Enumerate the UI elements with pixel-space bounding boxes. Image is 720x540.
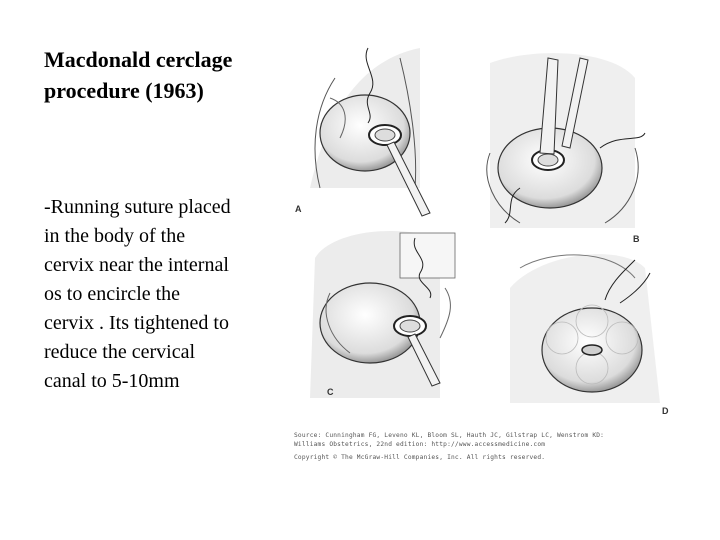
panel-label-d: D xyxy=(662,406,669,416)
panel-c-drawing xyxy=(310,231,455,398)
cerclage-illustration xyxy=(290,38,690,468)
body-line: reduce the cervical xyxy=(44,341,196,363)
copyright-notice: Copyright © The McGraw-Hill Companies, Inc. All rights reserved. xyxy=(294,454,546,461)
body-line: cervix . Its tightened to xyxy=(44,312,229,334)
title-line: Macdonald cerclage xyxy=(44,47,233,72)
cerclage-drawing xyxy=(290,38,690,428)
body-line: os to encircle the xyxy=(44,283,181,305)
panel-label-b: B xyxy=(633,234,640,244)
source-line: Williams Obstetrics, 22nd edition: http://www.accessmedicine.com xyxy=(294,440,546,448)
source-line: Source: Cunningham FG, Leveno KL, Bloom SL, Hauth JC, Gilstrap LC, Wenstrom KD: xyxy=(294,432,605,439)
panel-a-drawing xyxy=(310,48,430,216)
panel-label-c: C xyxy=(327,387,334,397)
panel-label-a: A xyxy=(295,204,302,214)
slide-body-text xyxy=(44,193,284,396)
slide-title xyxy=(44,44,294,106)
panel-d-drawing xyxy=(510,254,660,403)
figure-source-credit xyxy=(294,432,674,463)
panel-b-drawing xyxy=(487,53,645,228)
title-line: procedure (1963) xyxy=(44,78,204,103)
body-line: in the body of the xyxy=(44,225,186,247)
body-line: cervix near the internal xyxy=(44,254,229,276)
body-line: canal to 5-10mm xyxy=(44,370,180,392)
body-line: -Running suture placed xyxy=(44,196,231,218)
